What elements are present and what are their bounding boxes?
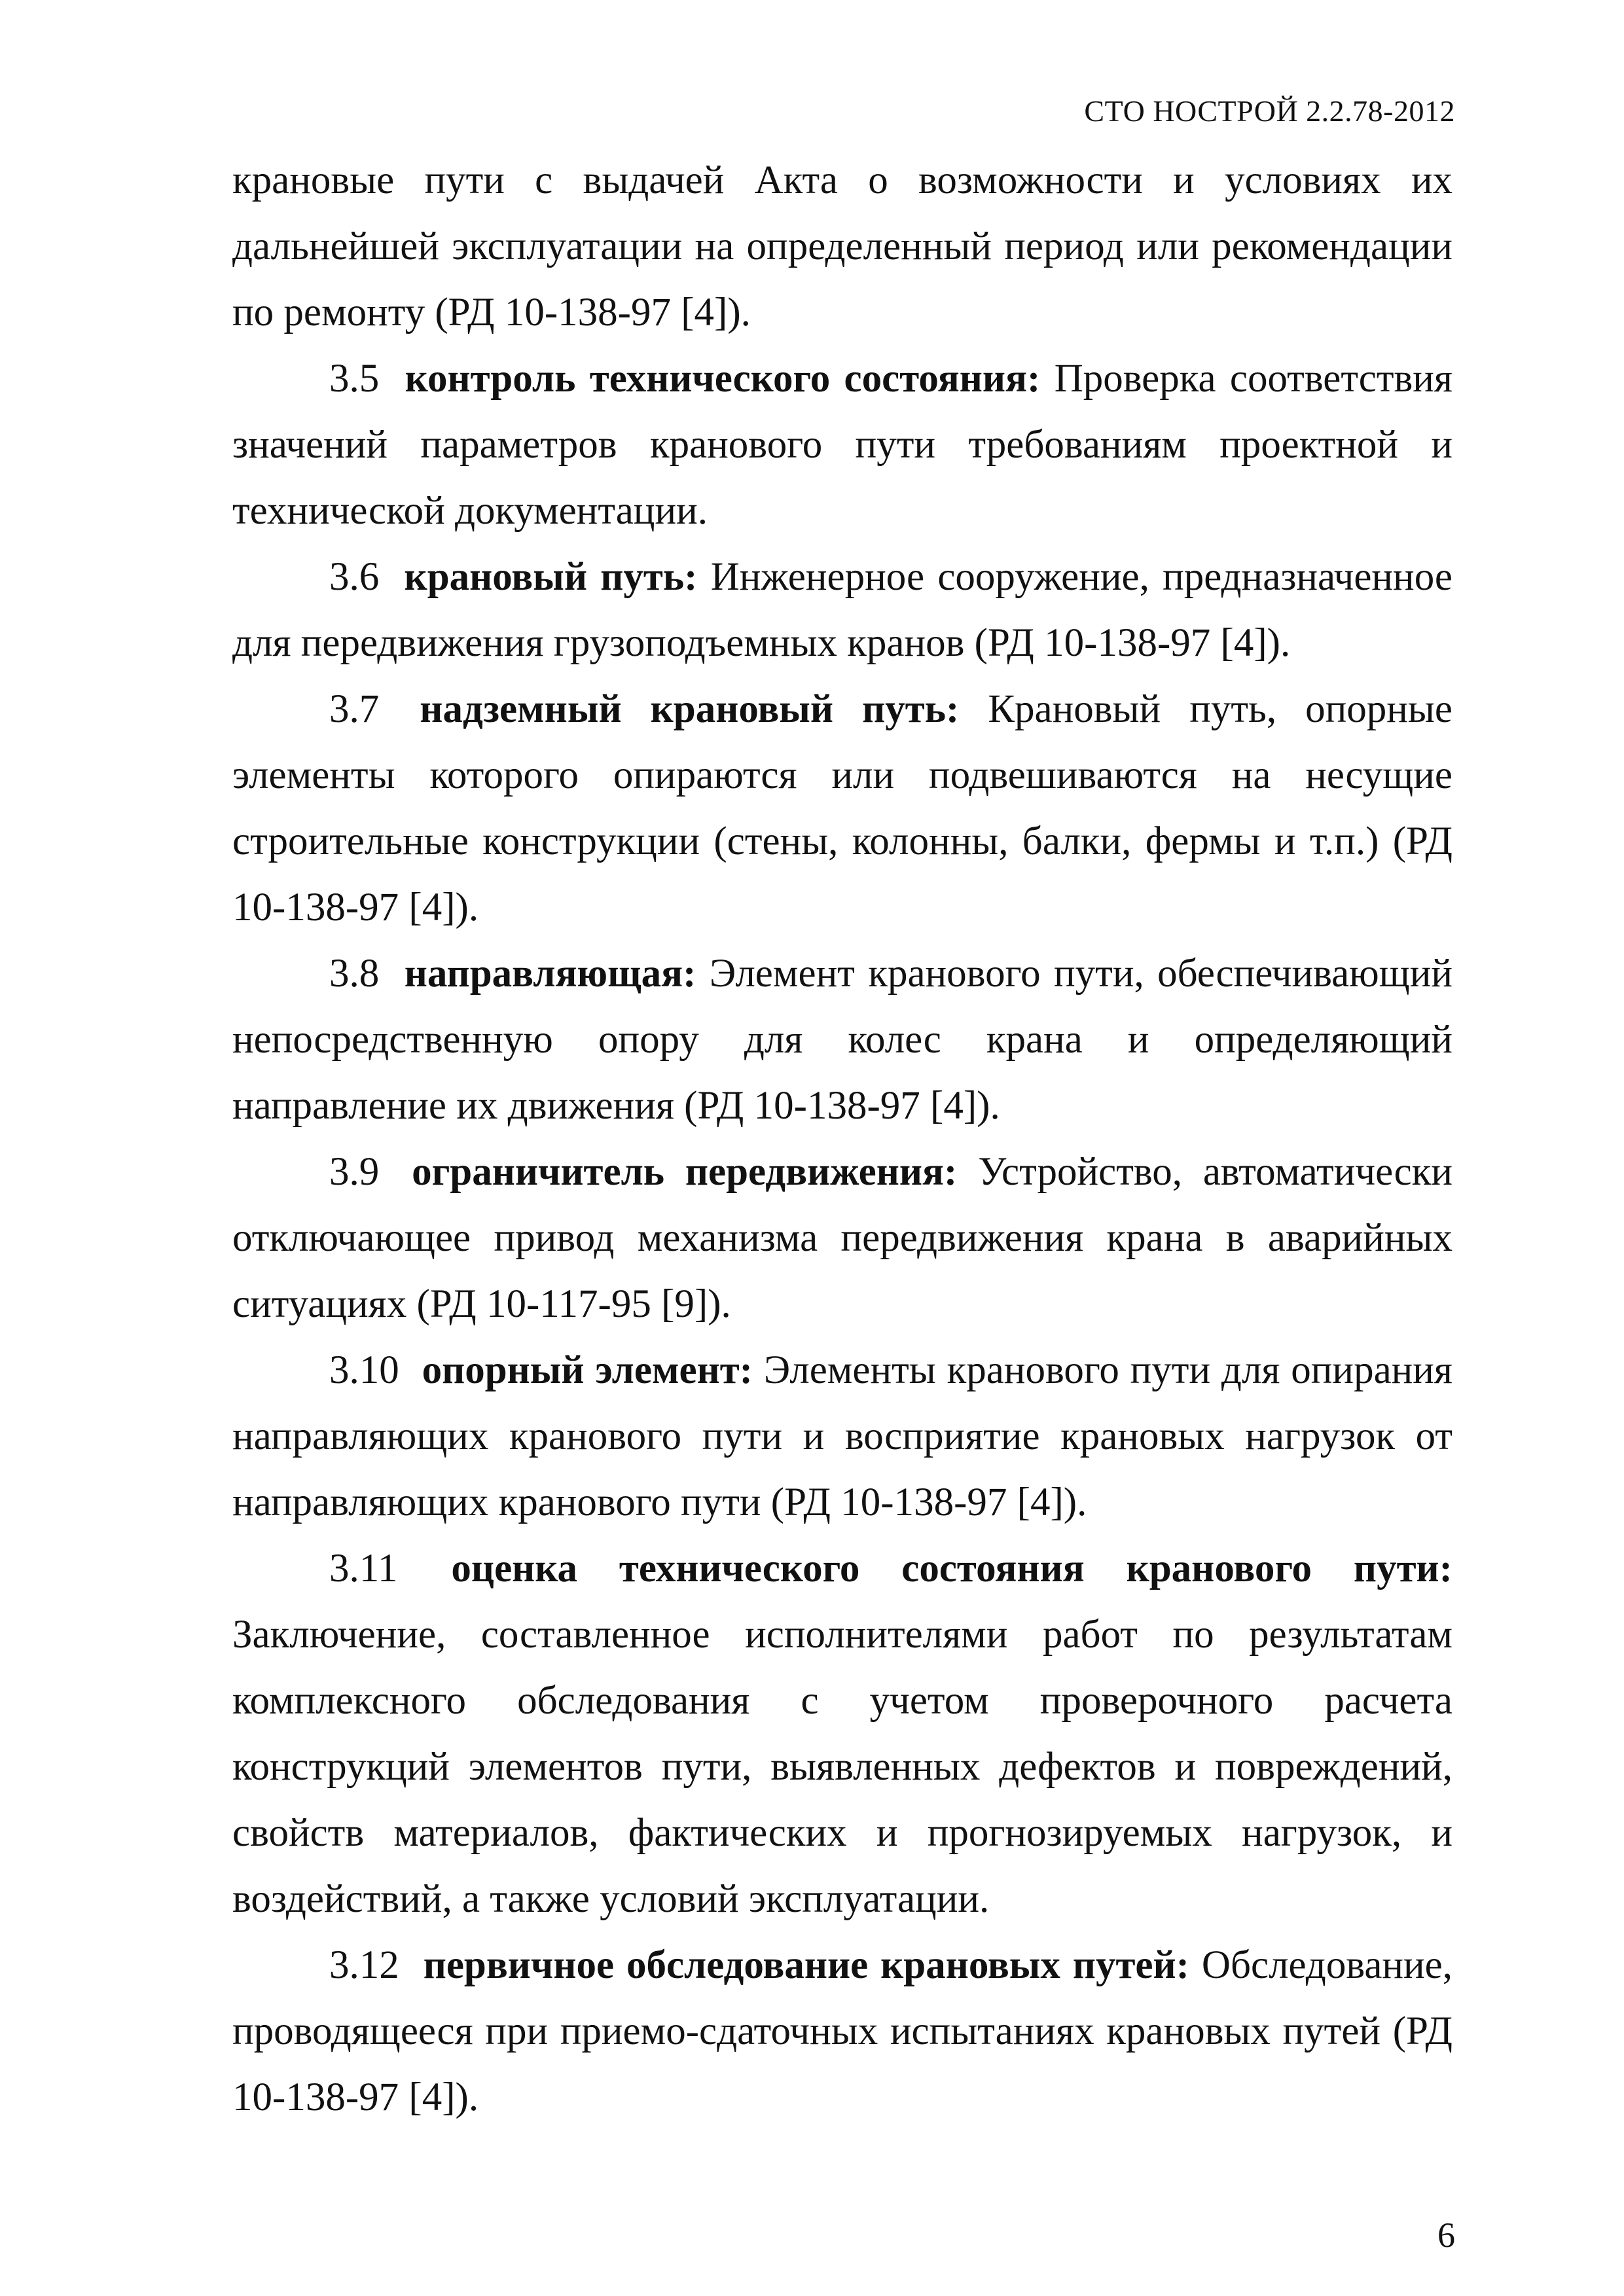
term-3-5 — [232, 346, 1453, 544]
term-3-12 — [232, 1932, 1453, 2130]
term-definition: Заключение, составленное исполнителями работ по результатам комплексного обследования с учетом проверочного расчета конструкций элементов пути, выявленных дефектов и повреждений, свойств материалов, фактических и прогнозируемых нагрузок, и воздействий, а также условий эксплуатации. — [232, 1613, 1453, 1921]
document-body — [232, 147, 1453, 2130]
term-3-11 — [232, 1535, 1453, 1932]
term-3-7 — [232, 676, 1453, 941]
term-definition: Обследование, проводящееся при приемо-сдаточных испытаниях крановых путей (РД 10-138-97 [4]). — [232, 1943, 1453, 2119]
term-name: направляющая: — [404, 952, 696, 996]
term-number: 3.9 — [329, 1150, 380, 1194]
term-name: опорный элемент: — [422, 1348, 753, 1392]
term-number: 3.5 — [329, 357, 380, 401]
term-name: первичное обследование крановых путей: — [423, 1943, 1189, 1987]
term-name: контроль технического состояния: — [405, 357, 1041, 401]
term-definition: Элемент кранового пути, обеспечивающий непосредственную опору для колес крана и определяющий направление их движения (РД 10-138-97 [4]). — [232, 952, 1453, 1128]
term-number: 3.12 — [329, 1943, 399, 1987]
term-name: крановый путь: — [404, 555, 698, 599]
term-name: ограничитель передвижения: — [412, 1150, 958, 1194]
document-code-header: СТО НОСТРОЙ 2.2.78-2012 — [1084, 94, 1455, 128]
page-number: 6 — [1437, 2215, 1455, 2255]
term-number: 3.8 — [329, 952, 380, 996]
term-definition: Инженерное сооружение, предназначенное для передвижения грузоподъемных кранов (РД 10-138-97 [4]). — [232, 555, 1453, 665]
term-number: 3.6 — [329, 555, 380, 599]
term-number: 3.11 — [329, 1547, 398, 1590]
continued-paragraph: крановые пути с выдачей Акта о возможности и условиях их дальнейшей эксплуатации на определенный период или рекомендации по ремонту (РД 10-138-97 [4]). — [232, 158, 1453, 334]
term-definition: Элементы кранового пути для опирания направляющих кранового пути и восприятие крановых нагрузок от направляющих кранового пути (РД 10-138-97 [4]). — [232, 1348, 1453, 1524]
term-name: оценка технического состояния кранового пути: — [451, 1547, 1453, 1590]
term-3-9 — [232, 1139, 1453, 1337]
term-definition: Проверка соответствия значений параметров кранового пути требованиям проектной и технической документации. — [232, 357, 1453, 533]
term-definition: Крановый путь, опорные элементы которого опираются или подвешиваются на несущие строительные конструкции (стены, колонны, балки, фермы и т.п.) (РД 10-138-97 [4]). — [232, 687, 1453, 929]
term-name: надземный крановый путь: — [420, 687, 960, 731]
term-3-10 — [232, 1337, 1453, 1535]
term-definition: Устройство, автоматически отключающее привод механизма передвижения крана в аварийных ситуациях (РД 10-117-95 [9]). — [232, 1150, 1453, 1326]
term-number: 3.7 — [329, 687, 380, 731]
term-3-6 — [232, 544, 1453, 676]
term-number: 3.10 — [329, 1348, 399, 1392]
term-3-8 — [232, 941, 1453, 1139]
